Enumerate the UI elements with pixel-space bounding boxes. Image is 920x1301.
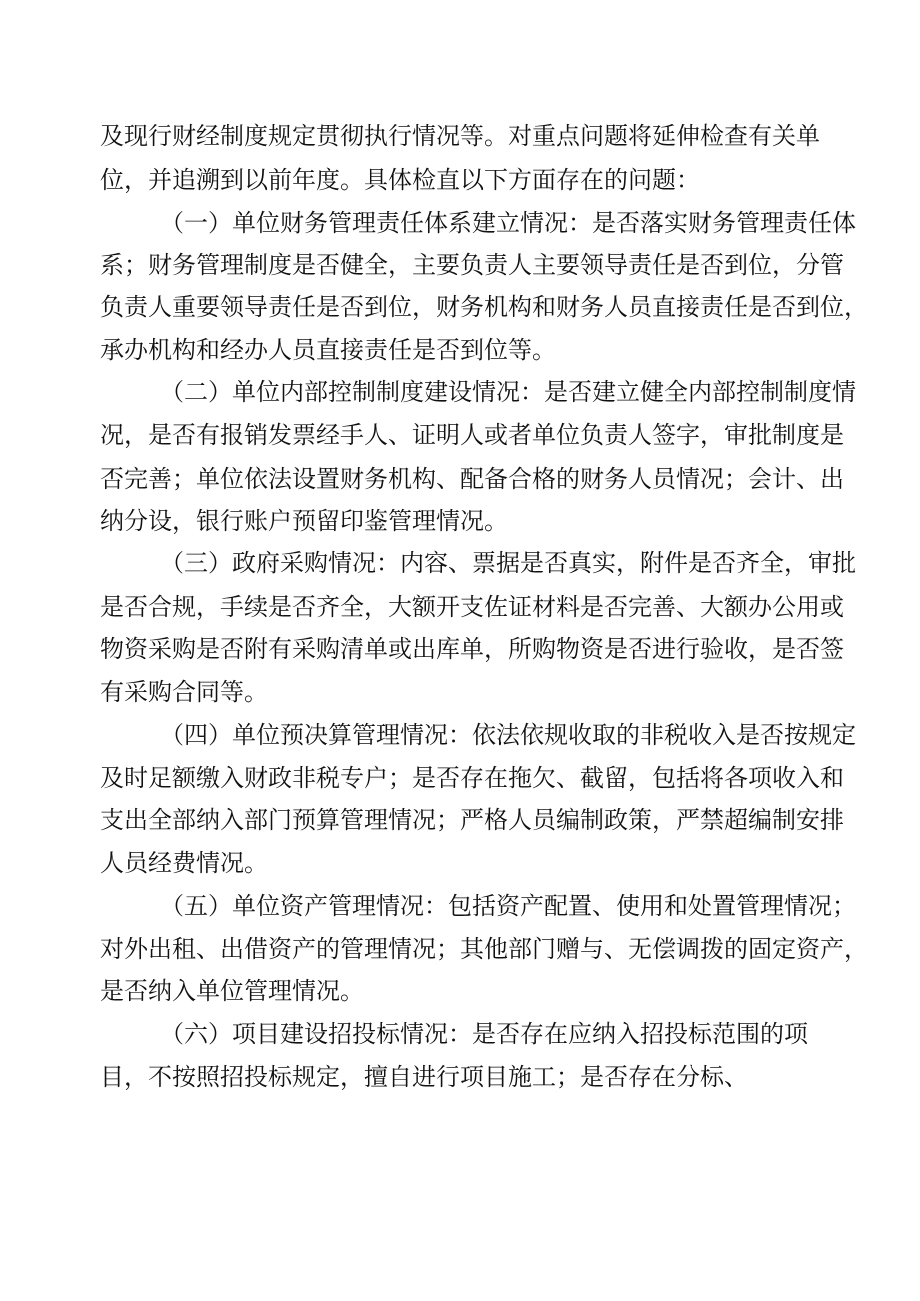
text-line: 及时足额缴入财政非税专户；是否存在拖欠、截留，包括将各项收入和: [100, 764, 844, 792]
text-line: 承办机构和经办人员直接责任是否到位等。: [100, 336, 556, 364]
text-line: 是否纳入单位管理情况。: [100, 977, 364, 1005]
text-line: 目，不按照招投标规定，擅自进行项目施工；是否存在分标、: [100, 1063, 748, 1091]
text-line: 有采购合同等。: [100, 678, 268, 706]
paragraph-1-heading-line: （一）单位财务管理责任体系建立情况：是否落实财务管理责任体: [160, 209, 856, 237]
text-line: 负责人重要领导责任是否到位，财务机构和财务人员直接责任是否到位，: [100, 293, 868, 321]
text-line: 人员经费情况。: [100, 849, 268, 877]
paragraph-4-heading-line: （四）单位预决算管理情况：依法依规收取的非税收入是否按规定: [160, 721, 856, 749]
text-line: 及现行财经制度规定贯彻执行情况等。对重点问题将延伸检查有关单: [100, 122, 820, 150]
text-line: 是否合规，手续是否齐全，大额开支佐证材料是否完善、大额办公用或: [100, 593, 844, 621]
text-line: 对外出租、出借资产的管理情况；其他部门赠与、无偿调拨的固定资产，: [100, 935, 868, 963]
text-line: 况，是否有报销发票经手人、证明人或者单位负责人签字，审批制度是: [100, 421, 844, 449]
text-line: 位，并追溯到以前年度。具体检直以下方面存在的问题：: [100, 166, 700, 194]
text-line: 物资采购是否附有采购清单或出库单，所购物资是否进行验收，是否签: [100, 635, 844, 663]
text-line: 纳分设，银行账户预留印鉴管理情况。: [100, 507, 508, 535]
paragraph-5-heading-line: （五）单位资产管理情况：包括资产配置、使用和处置管理情况；: [160, 892, 856, 920]
paragraph-2-heading-line: （二）单位内部控制制度建设情况：是否建立健全内部控制制度情: [160, 378, 856, 406]
paragraph-6-heading-line: （六）项目建设招投标情况：是否存在应纳入招投标范围的项: [160, 1020, 808, 1048]
text-line: 支出全部纳入部门预算管理情况；严格人员编制政策，严禁超编制安排: [100, 806, 844, 834]
text-line: 否完善；单位依法设置财务机构、配备合格的财务人员情况；会计、出: [100, 465, 844, 493]
text-line: 系；财务管理制度是否健全，主要负责人主要领导责任是否到位，分管: [100, 251, 844, 279]
paragraph-3-heading-line: （三）政府采购情况：内容、票据是否真实，附件是否齐全，审批: [160, 549, 856, 577]
